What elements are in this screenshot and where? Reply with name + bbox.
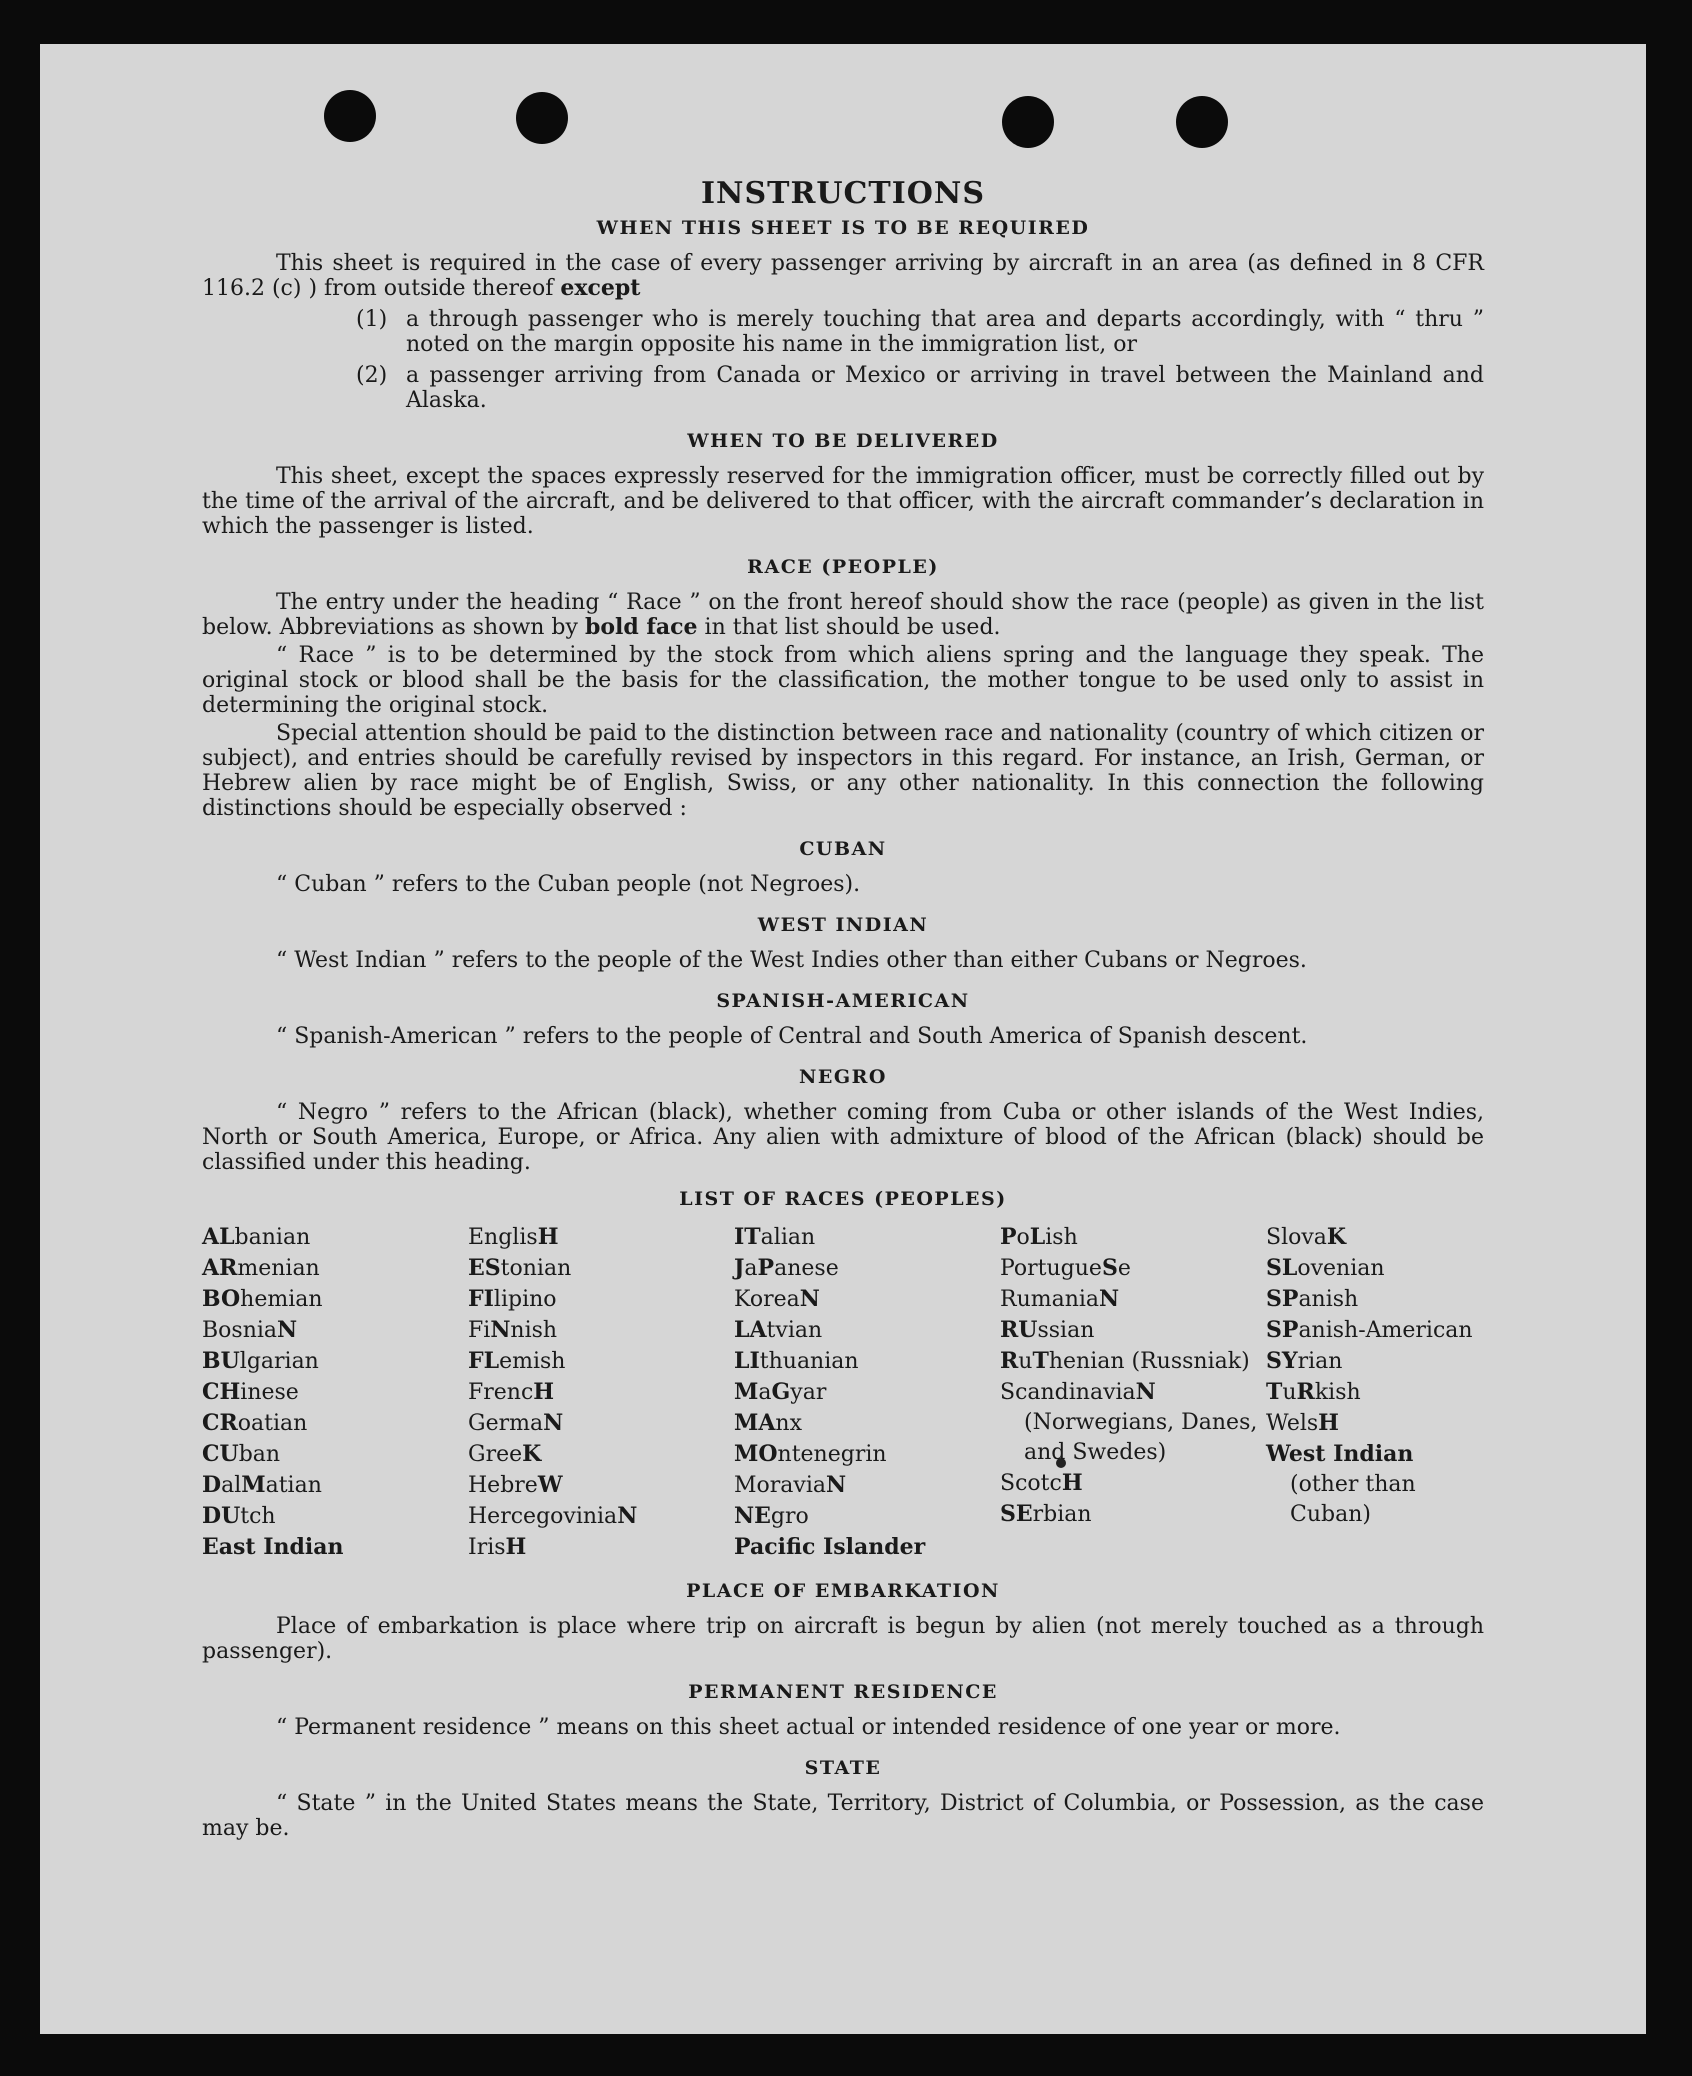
- paragraph: “ Cuban ” refers to the Cuban people (not Negroes).: [276, 872, 861, 897]
- section-heading: PLACE OF EMBARKATION: [686, 1580, 1000, 1602]
- section-heading: WHEN THIS SHEET IS TO BE REQUIRED: [596, 217, 1090, 239]
- race-entry: KoreaN: [734, 1286, 820, 1312]
- race-entry: ScotcH: [1000, 1470, 1083, 1496]
- paragraph: This sheet is required in the case of every passenger arriving by aircraft in an area (as defined in 8 CFR 116.2 (c) ) from outside thereof except: [202, 251, 1484, 301]
- race-entry: MaGyar: [734, 1379, 827, 1405]
- race-entry: TuRkish: [1266, 1379, 1361, 1405]
- race-entry: FiNnish: [468, 1317, 558, 1343]
- race-entry: CHinese: [202, 1379, 299, 1405]
- races-list: [202, 1222, 1484, 1563]
- race-entry: DalMatian: [202, 1472, 322, 1498]
- race-entry: MoraviaN: [734, 1472, 847, 1498]
- paragraph: This sheet, except the spaces expressly reserved for the immigration officer, must be correctly filled out by the time of the arrival of the aircraft, and be delivered to that officer, with the aircraft commander’s declaration in which the passenger is listed.: [202, 464, 1484, 539]
- document-page: [40, 44, 1646, 2034]
- punch-hole: [324, 90, 376, 142]
- race-entry: SPanish-American: [1266, 1317, 1473, 1343]
- race-entry: LAtvian: [734, 1317, 823, 1343]
- page-title: INSTRUCTIONS: [701, 176, 985, 211]
- race-entry: SlovaK: [1266, 1224, 1347, 1250]
- race-entry: GermaN: [468, 1410, 564, 1436]
- paragraph: “ Permanent residence ” means on this sheet actual or intended residence of one year or more.: [276, 1715, 1341, 1740]
- race-entry: FrencH: [468, 1379, 555, 1405]
- paragraph: Special attention should be paid to the distinction between race and nationality (country of which citizen or subject), and entries should be carefully revised by inspectors in this regard. For instance, an Irish, German, or Hebrew alien by race might be of English, Swiss, or any other nationality. In this connection the following distinctions should be especially observed :: [202, 721, 1484, 821]
- race-entry: MAnx: [734, 1410, 802, 1436]
- paragraph: “ West Indian ” refers to the people of the West Indies other than either Cubans or Negroes.: [276, 948, 1307, 973]
- races-column: [1266, 1222, 1484, 1563]
- race-entry: HercegoviniaN: [468, 1503, 638, 1529]
- race-entry: CRoatian: [202, 1410, 308, 1436]
- instructions-text: [202, 176, 1484, 1844]
- section-heading: WEST INDIAN: [757, 914, 929, 936]
- paragraph: The entry under the heading “ Race ” on the front hereof should show the race (people) as given in the list below. Abbreviations as shown by bold face in that list should be used.: [202, 590, 1484, 640]
- race-entry: BOhemian: [202, 1286, 323, 1312]
- paragraph: “ Spanish-American ” refers to the people of Central and South America of Spanish descent.: [276, 1024, 1308, 1049]
- race-entry: FLemish: [468, 1348, 566, 1374]
- section-heading: RACE (PEOPLE): [747, 556, 939, 578]
- races-column: [734, 1222, 1000, 1563]
- list-item: (2) a passenger arriving from Canada or Mexico or arriving in travel between the Mainland and Alaska.: [356, 363, 1484, 413]
- race-entry: SErbian: [1000, 1501, 1092, 1527]
- race-entry: HebreW: [468, 1472, 563, 1498]
- race-entry: GreeK: [468, 1441, 542, 1467]
- paragraph: “ Negro ” refers to the African (black), whether coming from Cuba or other islands of the West Indies, North or South America, Europe, or Africa. Any alien with admixture of blood of the African (black) should be classified under this heading.: [202, 1100, 1484, 1175]
- race-entry: PortugueSe: [1000, 1255, 1131, 1281]
- race-entry: SLovenian: [1266, 1255, 1385, 1281]
- race-entry: DUtch: [202, 1503, 276, 1529]
- race-entry: Pacific Islander: [734, 1534, 926, 1560]
- race-entry: IrisH: [468, 1534, 527, 1560]
- race-entry: BosniaN: [202, 1317, 298, 1343]
- races-column: [1000, 1222, 1266, 1563]
- race-entry: EStonian: [468, 1255, 572, 1281]
- race-entry: FIlipino: [468, 1286, 557, 1312]
- section-heading: LIST OF RACES (PEOPLES): [679, 1188, 1007, 1210]
- race-entry: ARmenian: [202, 1255, 320, 1281]
- race-entry: LIthuanian: [734, 1348, 859, 1374]
- race-entry: ITalian: [734, 1224, 816, 1250]
- race-entry: East Indian: [202, 1534, 344, 1560]
- list-item: (1) a through passenger who is merely touching that area and departs accordingly, with “ thru ” noted on the margin opposite his name in the immigration list, or: [356, 307, 1484, 357]
- race-entry: EnglisH: [468, 1224, 559, 1250]
- punch-hole: [1002, 96, 1054, 148]
- race-entry: ScandinaviaN (Norwegians, Danes, and Swedes): [1000, 1379, 1258, 1465]
- race-entry: SPanish: [1266, 1286, 1359, 1312]
- paragraph: “ State ” in the United States means the State, Territory, District of Columbia, or Possession, as the case may be.: [202, 1791, 1484, 1841]
- section-heading: PERMANENT RESIDENCE: [688, 1681, 998, 1703]
- race-entry: BUlgarian: [202, 1348, 319, 1374]
- race-entry: ALbanian: [202, 1224, 311, 1250]
- paragraph: Place of embarkation is place where trip on aircraft is begun by alien (not merely touched as a through passenger).: [202, 1614, 1484, 1664]
- section-heading: NEGRO: [799, 1066, 887, 1088]
- race-entry: RUssian: [1000, 1317, 1095, 1343]
- punch-hole: [516, 92, 568, 144]
- races-column: [202, 1222, 468, 1563]
- races-column: [468, 1222, 734, 1563]
- section-heading: STATE: [804, 1757, 882, 1779]
- race-entry: PoLish: [1000, 1224, 1078, 1250]
- race-entry: West Indian (other than Cuban): [1266, 1441, 1416, 1527]
- race-entry: SYrian: [1266, 1348, 1343, 1374]
- race-entry: RumaniaN: [1000, 1286, 1120, 1312]
- race-entry: MOntenegrin: [734, 1441, 887, 1467]
- race-entry: WelsH: [1266, 1410, 1339, 1436]
- section-heading: CUBAN: [799, 838, 887, 860]
- section-heading: WHEN TO BE DELIVERED: [687, 430, 999, 452]
- race-entry: RuThenian (Russniak): [1000, 1348, 1250, 1374]
- race-entry: JaPanese: [734, 1255, 839, 1281]
- race-entry: NEgro: [734, 1503, 809, 1529]
- section-heading: SPANISH-AMERICAN: [716, 990, 970, 1012]
- paragraph: “ Race ” is to be determined by the stock from which aliens spring and the language they speak. The original stock or blood shall be the basis for the classification, the mother tongue to be used only to assist in determining the original stock.: [202, 643, 1484, 718]
- punch-hole: [1176, 96, 1228, 148]
- race-entry: CUban: [202, 1441, 281, 1467]
